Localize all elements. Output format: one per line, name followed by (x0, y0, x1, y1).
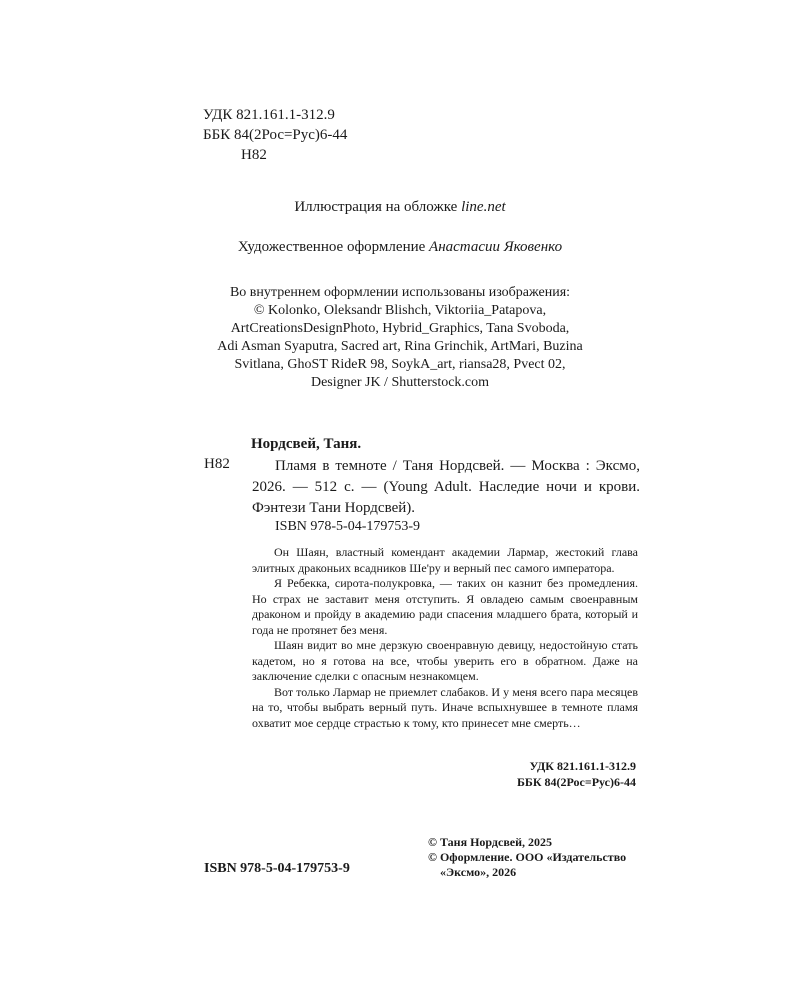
designer-name: Анастасии Яковенко (429, 239, 563, 255)
annotation-codes (440, 758, 636, 790)
catalog-author: Нордсвей, Таня. (251, 436, 362, 452)
copyright-design: © Оформление. ООО «Издательство (428, 850, 627, 864)
copyright-design-cont: «Эксмо», 2026 (440, 865, 517, 879)
credits-line: Adi Asman Syaputra, Sacred art, Rina Grinchik, ArtMari, Buzina (217, 339, 583, 354)
footer-isbn: ISBN 978-5-04-179753-9 (204, 861, 350, 876)
annotation (252, 545, 638, 731)
design-label: Художественное оформление (237, 239, 426, 255)
credits-line: Designer JK / Shutterstock.com (310, 375, 490, 390)
author-mark: Н82 (241, 147, 267, 163)
credits-line: Svitlana, GhoST RideR 98, SoykA_art, riansa28, Pvect 02, (234, 357, 566, 372)
catalog-description: Пламя в темноте / Таня Нордсвей. — Москва : Эксмо, 2026. — 512 с. — (Young Adult. Наследие ночи и крови. Фэнтези Тани Нордсвей). (252, 458, 640, 516)
annotation-paragraph: Я Ребекка, сирота-полукровка, — таких он казнит без промедления. Но страх не заставит меня отступить. Я овладею самым своенравным драконом и пройду в академию ради спасения младшего брата, который и года не протянет без меня. (252, 576, 638, 637)
cover-label: Иллюстрация на обложке (294, 199, 458, 215)
credits-line: © Kolonko, Oleksandr Blishch, Viktoriia_Patapova, (253, 303, 547, 318)
annotation-udk: УДК 821.161.1-312.9 (529, 759, 636, 773)
annotation-paragraph: Вот только Лармар не приемлет слабаков. И у меня всего пара месяцев на то, чтобы выбрать верный путь. Иначе вспыхнувшее в темноте пламя охватит мое сердце страстью к тому, кто принесет мне смерть… (252, 684, 638, 730)
design-credit (160, 239, 640, 256)
image-credits (160, 284, 640, 392)
catalog-isbn: ISBN 978-5-04-179753-9 (275, 519, 421, 534)
cover-artist: line.net (461, 199, 506, 215)
copyright-author: © Таня Нордсвей, 2025 (428, 835, 553, 849)
classification-codes (203, 105, 347, 165)
cover-illustration-credit (160, 199, 640, 216)
annotation-paragraph: Он Шаян, властный комендант академии Лармар, жестокий глава элитных драконьих всадников Ше'ру и верный пес самого императора. (252, 545, 638, 575)
credits-line: ArtCreationsDesignPhoto, Hybrid_Graphics, Tana Svoboda, (230, 321, 570, 336)
catalog-margin-code: Н82 (204, 456, 230, 472)
annotation-bbk: ББК 84(2Рос=Рус)6-44 (516, 775, 636, 789)
bbk-code: ББК 84(2Рос=Рус)6-44 (203, 127, 348, 143)
annotation-paragraph: Шаян видит во мне дерзкую своенравную девицу, недостойную стать кадетом, но я готова на все, чтобы уверить его в обратном. Даже на заключение сделки с опасным незнакомцем. (252, 638, 638, 683)
credits-line: Во внутреннем оформлении использованы изображения: (229, 285, 571, 300)
udk-code: УДК 821.161.1-312.9 (203, 107, 335, 123)
copyright-block (428, 835, 643, 880)
